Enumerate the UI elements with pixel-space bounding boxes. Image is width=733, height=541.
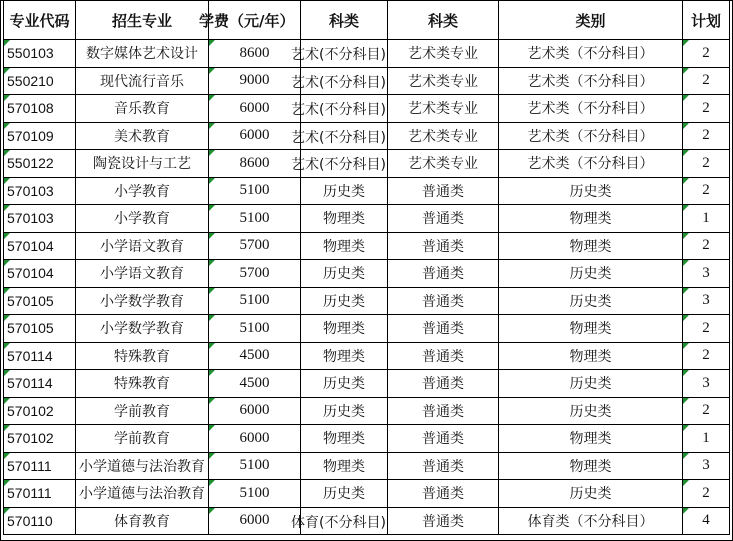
major-code-cell: 570102 <box>4 397 76 425</box>
cell-marker-icon <box>683 508 689 514</box>
major-name-cell: 数字媒体艺术设计 <box>76 40 209 68</box>
cell-marker-icon <box>683 123 689 129</box>
cell-marker-icon <box>209 508 215 514</box>
category-cell: 物理类 <box>499 452 683 480</box>
table-row <box>4 260 730 288</box>
cell-marker-icon <box>683 95 689 101</box>
major-code-cell: 570108 <box>4 95 76 123</box>
cell-marker-icon <box>209 343 215 349</box>
table-row <box>4 95 730 123</box>
cell-marker-icon <box>4 150 10 156</box>
cell-marker-icon <box>683 205 689 211</box>
subject-type-cell: 普通类 <box>388 287 499 315</box>
cell-marker-icon <box>683 343 689 349</box>
header-subject-category: 科类 <box>301 1 388 40</box>
major-code-cell: 570104 <box>4 260 76 288</box>
major-code-cell: 570114 <box>4 342 76 370</box>
major-name-cell: 小学教育 <box>76 177 209 205</box>
tuition-cell: 5100 <box>209 480 301 508</box>
category-cell: 物理类 <box>499 425 683 453</box>
major-name-cell: 学前教育 <box>76 425 209 453</box>
major-code-cell: 570105 <box>4 315 76 343</box>
table-row <box>4 397 730 425</box>
header-row <box>4 1 730 40</box>
table-row <box>4 40 730 68</box>
subject-category-cell: 历史类 <box>301 397 388 425</box>
subject-category-cell: 历史类 <box>301 480 388 508</box>
category-cell: 艺术类（不分科目） <box>499 150 683 178</box>
cell-marker-icon <box>209 480 215 486</box>
cell-marker-icon <box>209 95 215 101</box>
major-name-cell: 小学道德与法治教育 <box>76 452 209 480</box>
category-cell: 历史类 <box>499 287 683 315</box>
tuition-cell: 5700 <box>209 232 301 260</box>
subject-type-cell: 普通类 <box>388 425 499 453</box>
cell-marker-icon <box>4 205 10 211</box>
table-row <box>4 315 730 343</box>
plan-cell: 2 <box>683 342 730 370</box>
subject-category-cell: 历史类 <box>301 370 388 398</box>
cell-marker-icon <box>683 315 689 321</box>
subject-type-cell: 普通类 <box>388 342 499 370</box>
header-category: 类别 <box>499 1 683 40</box>
major-name-cell: 小学语文教育 <box>76 260 209 288</box>
plan-cell: 2 <box>683 315 730 343</box>
subject-type-cell: 普通类 <box>388 205 499 233</box>
subject-category-cell: 艺术(不分科目) <box>301 95 388 123</box>
category-cell: 艺术类（不分科目） <box>499 40 683 68</box>
major-code-cell: 570114 <box>4 370 76 398</box>
cell-marker-icon <box>209 370 215 376</box>
major-name-cell: 小学道德与法治教育 <box>76 480 209 508</box>
subject-category-cell: 历史类 <box>301 287 388 315</box>
plan-cell: 2 <box>683 397 730 425</box>
cell-marker-icon <box>4 315 10 321</box>
major-name-cell: 小学数学教育 <box>76 315 209 343</box>
subject-type-cell: 普通类 <box>388 397 499 425</box>
major-name-cell: 小学数学教育 <box>76 287 209 315</box>
tuition-cell: 6000 <box>209 95 301 123</box>
cell-marker-icon <box>4 453 10 459</box>
major-code-cell: 570103 <box>4 205 76 233</box>
major-name-cell: 现代流行音乐 <box>76 67 209 95</box>
cell-marker-icon <box>209 123 215 129</box>
category-cell: 历史类 <box>499 480 683 508</box>
major-name-cell: 体育教育 <box>76 507 209 535</box>
subject-category-cell: 历史类 <box>301 260 388 288</box>
cell-marker-icon <box>4 288 10 294</box>
table-row <box>4 122 730 150</box>
plan-cell: 2 <box>683 177 730 205</box>
table-row <box>4 507 730 535</box>
subject-type-cell: 普通类 <box>388 452 499 480</box>
cell-marker-icon <box>683 68 689 74</box>
cell-marker-icon <box>209 40 215 46</box>
cell-marker-icon <box>683 178 689 184</box>
subject-type-cell: 艺术类专业 <box>388 40 499 68</box>
cell-marker-icon <box>4 68 10 74</box>
category-cell: 历史类 <box>499 397 683 425</box>
major-name-cell: 学前教育 <box>76 397 209 425</box>
cell-marker-icon <box>4 233 10 239</box>
category-cell: 物理类 <box>499 232 683 260</box>
header-subject-type: 科类 <box>388 1 499 40</box>
cell-marker-icon <box>683 425 689 431</box>
cell-marker-icon <box>4 95 10 101</box>
category-cell: 物理类 <box>499 315 683 343</box>
cell-marker-icon <box>683 288 689 294</box>
plan-cell: 2 <box>683 150 730 178</box>
table-row <box>4 425 730 453</box>
subject-type-cell: 艺术类专业 <box>388 150 499 178</box>
category-cell: 历史类 <box>499 260 683 288</box>
cell-marker-icon <box>4 343 10 349</box>
cell-marker-icon <box>4 480 10 486</box>
tuition-cell: 5100 <box>209 287 301 315</box>
major-name-cell: 小学语文教育 <box>76 232 209 260</box>
plan-cell: 3 <box>683 452 730 480</box>
cell-marker-icon <box>683 370 689 376</box>
cell-marker-icon <box>683 398 689 404</box>
plan-cell: 1 <box>683 425 730 453</box>
major-code-cell: 550122 <box>4 150 76 178</box>
category-cell: 体育类（不分科目） <box>499 507 683 535</box>
subject-category-cell: 物理类 <box>301 425 388 453</box>
cell-marker-icon <box>209 178 215 184</box>
table-row <box>4 205 730 233</box>
cell-marker-icon <box>209 205 215 211</box>
cell-marker-icon <box>683 233 689 239</box>
tuition-cell: 8600 <box>209 40 301 68</box>
tuition-cell: 4500 <box>209 370 301 398</box>
major-code-cell: 570103 <box>4 177 76 205</box>
tuition-cell: 5100 <box>209 177 301 205</box>
tuition-cell: 5100 <box>209 205 301 233</box>
cell-marker-icon <box>209 453 215 459</box>
category-cell: 历史类 <box>499 370 683 398</box>
cell-marker-icon <box>4 370 10 376</box>
plan-cell: 3 <box>683 260 730 288</box>
subject-category-cell: 物理类 <box>301 452 388 480</box>
subject-type-cell: 艺术类专业 <box>388 122 499 150</box>
table-row <box>4 177 730 205</box>
major-name-cell: 美术教育 <box>76 122 209 150</box>
table-row <box>4 287 730 315</box>
plan-cell: 1 <box>683 205 730 233</box>
tuition-cell: 6000 <box>209 397 301 425</box>
tuition-cell: 5100 <box>209 315 301 343</box>
major-name-cell: 陶瓷设计与工艺 <box>76 150 209 178</box>
header-major-code: 专业代码 <box>4 1 76 40</box>
tuition-cell: 8600 <box>209 150 301 178</box>
header-major-name: 招生专业 <box>76 1 209 40</box>
cell-marker-icon <box>4 123 10 129</box>
plan-cell: 2 <box>683 232 730 260</box>
cell-marker-icon <box>683 453 689 459</box>
header-tuition-text: 学费（元/年） <box>199 11 295 30</box>
major-code-cell: 570111 <box>4 480 76 508</box>
category-cell: 物理类 <box>499 205 683 233</box>
subject-type-cell: 普通类 <box>388 480 499 508</box>
major-code-cell: 570104 <box>4 232 76 260</box>
subject-category-cell: 艺术(不分科目) <box>301 122 388 150</box>
major-code-cell: 570111 <box>4 452 76 480</box>
major-name-cell: 特殊教育 <box>76 342 209 370</box>
major-code-cell: 570102 <box>4 425 76 453</box>
major-code-cell: 570105 <box>4 287 76 315</box>
cell-marker-icon <box>683 260 689 266</box>
subject-type-cell: 艺术类专业 <box>388 95 499 123</box>
major-name-cell: 音乐教育 <box>76 95 209 123</box>
subject-category-cell: 体育(不分科目) <box>301 507 388 535</box>
subject-type-cell: 普通类 <box>388 370 499 398</box>
subject-category-cell: 艺术(不分科目) <box>301 150 388 178</box>
subject-type-cell: 普通类 <box>388 177 499 205</box>
cell-marker-icon <box>4 260 10 266</box>
major-code-cell: 570109 <box>4 122 76 150</box>
cell-marker-icon <box>209 288 215 294</box>
subject-category-cell: 物理类 <box>301 315 388 343</box>
plan-cell: 2 <box>683 480 730 508</box>
subject-type-cell: 普通类 <box>388 260 499 288</box>
subject-type-cell: 普通类 <box>388 507 499 535</box>
cell-marker-icon <box>209 315 215 321</box>
major-name-cell: 小学教育 <box>76 205 209 233</box>
tuition-cell: 9000 <box>209 67 301 95</box>
plan-cell: 2 <box>683 40 730 68</box>
cell-marker-icon <box>209 150 215 156</box>
plan-cell: 4 <box>683 507 730 535</box>
header-plan: 计划 <box>683 1 730 40</box>
subject-category-cell: 物理类 <box>301 205 388 233</box>
plan-cell: 2 <box>683 122 730 150</box>
plan-cell: 3 <box>683 370 730 398</box>
cell-marker-icon <box>209 233 215 239</box>
cell-marker-icon <box>4 178 10 184</box>
category-cell: 物理类 <box>499 342 683 370</box>
cell-marker-icon <box>209 425 215 431</box>
tuition-cell: 6000 <box>209 122 301 150</box>
tuition-cell: 5700 <box>209 260 301 288</box>
tuition-cell: 6000 <box>209 507 301 535</box>
table-body <box>4 40 730 535</box>
table-row <box>4 480 730 508</box>
cell-marker-icon <box>4 398 10 404</box>
category-cell: 历史类 <box>499 177 683 205</box>
major-code-cell: 550210 <box>4 67 76 95</box>
plan-cell: 2 <box>683 67 730 95</box>
table-row <box>4 342 730 370</box>
table-row <box>4 232 730 260</box>
cell-marker-icon <box>4 508 10 514</box>
cell-marker-icon <box>683 150 689 156</box>
header-tuition <box>199 1 301 40</box>
major-name-cell: 特殊教育 <box>76 370 209 398</box>
tuition-cell: 6000 <box>209 425 301 453</box>
cell-marker-icon <box>683 40 689 46</box>
subject-category-cell: 物理类 <box>301 342 388 370</box>
subject-category-cell: 物理类 <box>301 232 388 260</box>
category-cell: 艺术类（不分科目） <box>499 95 683 123</box>
cell-marker-icon <box>683 480 689 486</box>
table-row <box>4 150 730 178</box>
category-cell: 艺术类（不分科目） <box>499 122 683 150</box>
subject-category-cell: 艺术(不分科目) <box>301 67 388 95</box>
cell-marker-icon <box>209 68 215 74</box>
plan-cell: 2 <box>683 95 730 123</box>
cell-marker-icon <box>4 425 10 431</box>
table-row <box>4 370 730 398</box>
table-row <box>4 67 730 95</box>
tuition-cell: 5100 <box>209 452 301 480</box>
major-code-cell: 570110 <box>4 507 76 535</box>
plan-cell: 3 <box>683 287 730 315</box>
cell-marker-icon <box>4 40 10 46</box>
subject-type-cell: 普通类 <box>388 232 499 260</box>
cell-marker-icon <box>209 398 215 404</box>
major-code-cell: 550103 <box>4 40 76 68</box>
enrollment-plan-table <box>3 0 730 535</box>
subject-category-cell: 历史类 <box>301 177 388 205</box>
category-cell: 艺术类（不分科目） <box>499 67 683 95</box>
tuition-cell: 4500 <box>209 342 301 370</box>
subject-type-cell: 艺术类专业 <box>388 67 499 95</box>
subject-type-cell: 普通类 <box>388 315 499 343</box>
cell-marker-icon <box>209 260 215 266</box>
table-row <box>4 452 730 480</box>
subject-category-cell: 艺术(不分科目) <box>301 40 388 68</box>
